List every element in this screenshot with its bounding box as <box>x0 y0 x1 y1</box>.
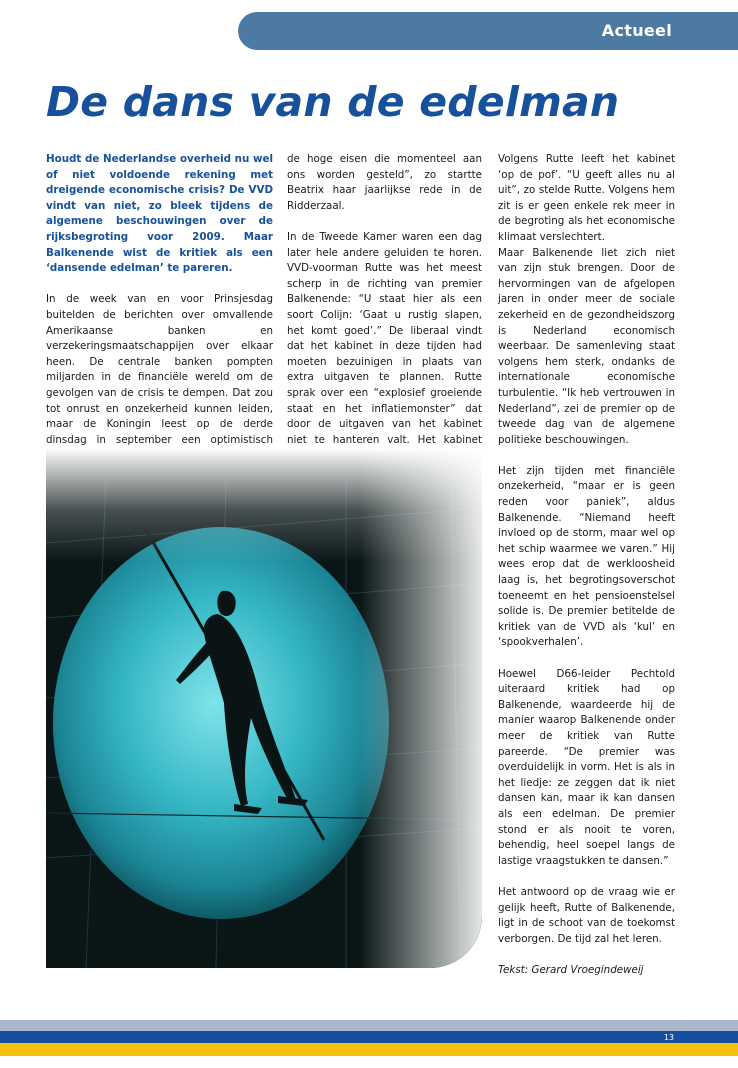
article-column-3 <box>498 152 675 994</box>
spotlight-dancer-image <box>46 448 482 968</box>
article-paragraph: de hoge eisen die momenteel aan ons worden gesteld”, zo startte Beatrix haar jaarlijkse rede in de Ridderzaal. <box>287 153 482 212</box>
article-paragraph: In de week van en voor Prinsjesdag buitelden de berichten over omvallende Amerikaanse banken en verzekeringsmaatschappijen over elkaar heen. De centrale banken pompten miljarden in de financiële wereld om de gevolgen van de crisis te dempen. Dat zou tot onrust en onzekerheid kunnen leiden, maar de Koningin leest op de derde dinsdag in september een optimistisch <box>46 293 273 446</box>
page-number: 13 <box>663 1033 674 1042</box>
article-paragraph: Maar Balkenende liet zich niet van zijn stuk brengen. Door de hervormingen van de afgelopen jaren in onder meer de sociale zekerheid en de gezondheidszorg is Nederland economisch weerbaar. De samenleving staat volgens hem sterk, ondanks de internationale economische turbulentie. “Ik heb vertrouwen in Nederland”, zei de premier op de tweede dag van de algemene politieke beschouwingen. <box>498 246 675 446</box>
article-lead: Houdt de Nederlandse overheid nu wel of niet voldoende rekening met dreigende economische crisis? De VVD vindt van niet, zo bleek tijdens de algemene beschouwingen over de rijksbegroting voor 2009. Maar Balkenende wist de kritiek als een ‘dansende edelman’ te pareren. <box>46 153 273 275</box>
footer-stripe-yellow <box>0 1043 738 1056</box>
article-paragraph: Het antwoord op de vraag wie er gelijk heeft, Rutte of Balkenende, ligt in de schoot van de toekomst verborgen. De tijd zal het leren. <box>498 885 675 945</box>
section-tab <box>238 12 738 50</box>
footer-stripe-light <box>0 1020 738 1031</box>
right-fade <box>46 448 482 968</box>
article-credit: Tekst: Gerard Vroegindeweij <box>498 963 644 976</box>
article-photo <box>46 448 482 968</box>
article-paragraph: In de Tweede Kamer waren een dag later hele andere geluiden te horen. VVD-voorman Rutte was het meest scherp in de richting van premier Balkenende: “U staat hier als een soort Colijn: ‘Gaat u rustig slapen, het komt goed’.” De liberaal vindt dat het kabinet in deze tijden had moeten bezuinigen in plaats van extra uitgaven te plannen. Rutte sprak over een “explosief groeiende staat en het inflatiemonster” dat door de uitgaven van het kabinet niet te hanteren valt. Het kabinet <box>287 230 482 446</box>
article-paragraph: Hoewel D66-leider Pechtold uiteraard kritiek had op Balkenende, waardeerde hij de manier waarop Balkenende onder meer de kritiek van Rutte pareerde. “De premier was overduidelijk in vorm. Het is als in het liedje: ze zeggen dat ik niet dansen kan, maar ik kan dansen als een edelman. De premier stond er als nooit te voren, behendig, heel soepel langs de lastige vraagstukken te dansen.” <box>498 667 675 867</box>
article-paragraph: Volgens Rutte leeft het kabinet ‘op de pof’. “U geeft alles nu al uit”, zo stelde Rutte. Volgens hem zit is er geen enkele rek meer in de begroting als het economische klimaat verslechtert. <box>498 153 675 243</box>
footer-stripe-blue <box>0 1031 738 1043</box>
article-column-2 <box>287 152 482 495</box>
article-title: De dans van de edelman <box>46 78 620 126</box>
article-column-1 <box>46 152 273 495</box>
section-label: Actueel <box>601 21 672 40</box>
article-paragraph: Het zijn tijden met financiële onzekerheid, “maar er is geen reden voor paniek”, aldus Balkenende. “Niemand heeft invloed op de storm, maar wel op het schip waarmee we varen.” Hij wees erop dat de werkloosheid laag is, het begrotingsoverschot toeneemt en het pensioenstelsel solide is. De premier betitelde de kritiek van de VVD als ‘kul’ en ‘spookverhalen’. <box>498 464 675 649</box>
